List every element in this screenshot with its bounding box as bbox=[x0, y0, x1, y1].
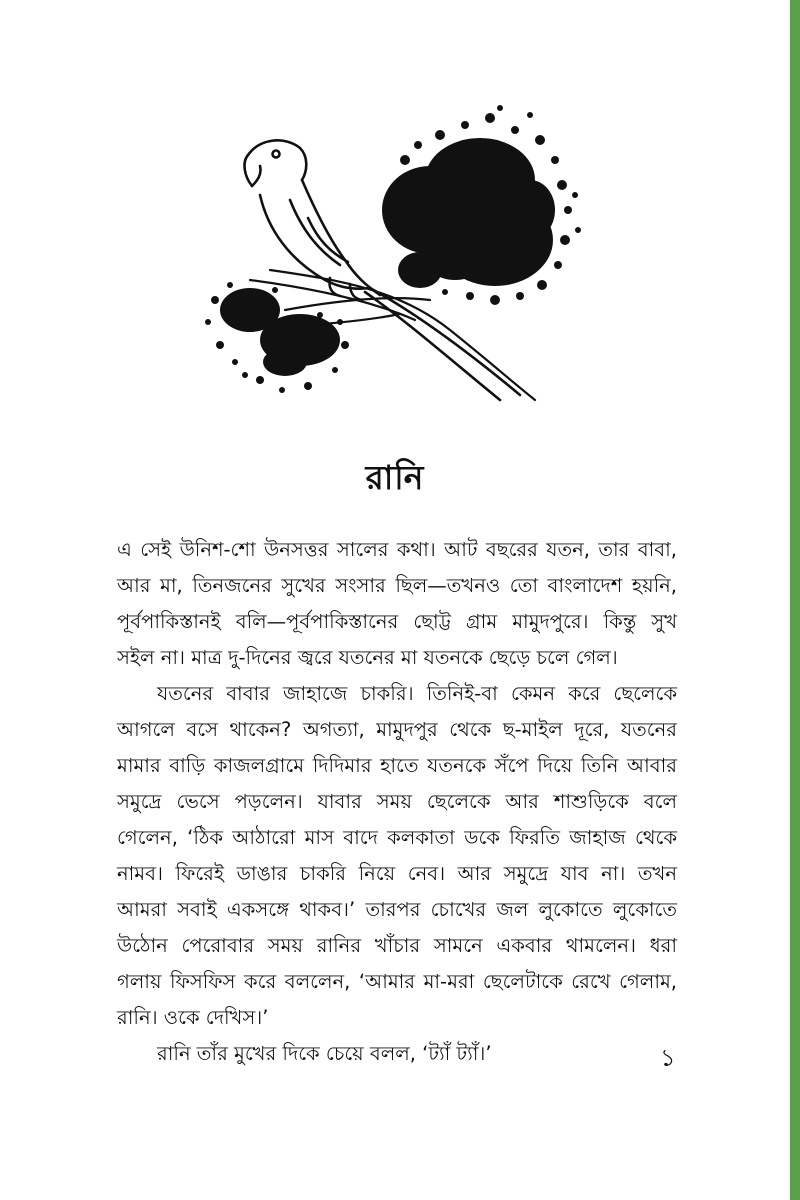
text-line: আমরা সবাই একসঙ্গে থাকব।’ তারপর চোখের জল লুকোতে লুকোতে bbox=[117, 898, 677, 921]
text-line: সইল না। মাত্র দু-দিনের জ্বরে যতনের মা যতনকে ছেড়ে চলে গেল। bbox=[117, 646, 618, 669]
text-line: গলায় ফিসফিস করে বললেন, ‘আমার মা-মরা ছেলেটাকে রেখে গেলাম, bbox=[117, 970, 677, 993]
text-line: সমুদ্রে ভেসে পড়লেন। যাবার সময় ছেলেকে আর শাশুড়িকে বলে bbox=[117, 790, 677, 813]
foliage-ink-cluster bbox=[382, 105, 581, 305]
chapter-title: রানি bbox=[365, 458, 425, 497]
parrot-on-branch-illustration bbox=[190, 100, 590, 410]
text-line: নামব। ফিরেই ডাঙার চাকরি নিয়ে নেব। আর সমুদ্রে যাব না। তখন bbox=[117, 862, 677, 885]
page-number: ১ bbox=[660, 1044, 676, 1072]
text-line: রানি। ওকে দেখিস।’ bbox=[117, 1006, 269, 1029]
text-line: রানি তাঁর মুখের দিকে চেয়ে বলল, ‘ট্যাঁ ট্যাঁ।’ bbox=[157, 1042, 492, 1065]
text-line: গেলেন, ‘ঠিক আঠারো মাস বাদে কলকাতা ডকে ফিরতি জাহাজ থেকে bbox=[117, 826, 677, 849]
foliage-ink-cluster-lower bbox=[205, 282, 349, 393]
text-line: যতনের বাবার জাহাজে চাকরি। তিনিই-বা কেমন করে ছেলেকে bbox=[157, 682, 677, 705]
chapter-body bbox=[117, 532, 677, 1072]
page-edge-accent bbox=[790, 0, 800, 1200]
text-line: মামার বাড়ি কাজলগ্রামে দিদিমার হাতে যতনকে সঁপে দিয়ে তিনি আবার bbox=[117, 754, 677, 777]
text-line: এ সেই উনিশ-শো উনসত্তর সালের কথা। আট বছরের যতন, তার বাবা, bbox=[117, 538, 677, 561]
text-line: উঠোন পেরোবার সময় রানির খাঁচার সামনে একবার থামলেন। ধরা bbox=[117, 934, 677, 957]
text-line: পূর্বপাকিস্তানই বলি—পূর্বপাকিস্তানের ছোট্ট গ্রাম মামুদপুরে। কিন্তু সুখ bbox=[117, 610, 677, 633]
text-line: আগলে বসে থাকেন? অগত্যা, মামুদপুর থেকে ছ-মাইল দূরে, যতনের bbox=[117, 718, 677, 741]
text-line: আর মা, তিনজনের সুখের সংসার ছিল—তখনও তো বাংলাদেশ হয়নি, bbox=[117, 574, 677, 597]
